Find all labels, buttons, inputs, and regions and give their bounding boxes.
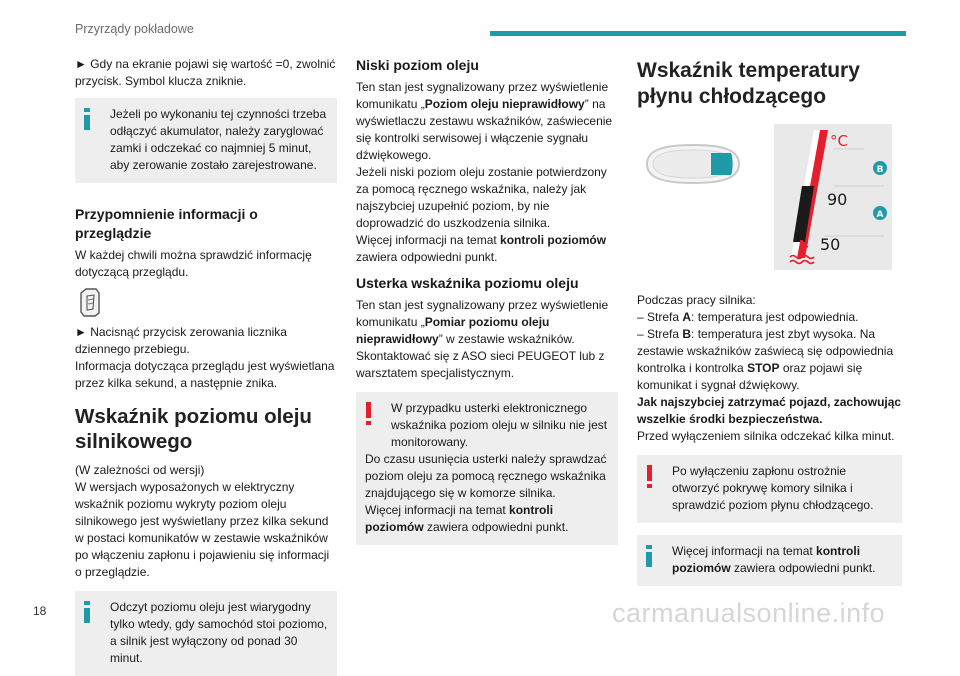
- heading-oil-gauge-fault: Usterka wskaźnika poziomu oleju: [356, 275, 579, 291]
- warning-icon: [366, 402, 371, 418]
- zone-b-description: – Strefa B: temperatura jest zbyt wysoka. Na zestawie wskaźników zaświecą się odpowiednia kontrolka i kontrolka STOP oraz pojawi się komunikat i sygnał dźwiękowy.: [637, 327, 894, 392]
- info-box-oil-reading: Odczyt poziomu oleju jest wiarygodny tylko wtedy, gdy samochód stoi poziomo, a silnik jest wyłączony od ponad 30 minut.: [75, 591, 337, 676]
- column-1: [75, 56, 337, 676]
- paragraph-service-display: Informacja dotycząca przeglądu jest wyświetlana przez kilka sekund, a następnie znika.: [75, 359, 335, 390]
- trip-reset-button-icon: [79, 287, 101, 317]
- paragraph-fault-contact: Skontaktować się z ASO sieci PEUGEOT lub z warsztatem specjalistycznym.: [356, 349, 605, 380]
- heading-oil-level-indicator: Wskaźnik poziomu oleju silnikowego: [75, 405, 312, 453]
- paragraph-stop-vehicle: Jak najszybciej zatrzymać pojazd, zachowując wszelkie środki bezpieczeństwa.: [637, 395, 902, 426]
- paragraph-engine-running: Podczas pracy silnika:: [637, 293, 756, 307]
- step-release-button: ► Gdy na ekranie pojawi się wartość =0, zwolnić przycisk. Symbol klucza zniknie.: [75, 57, 336, 88]
- watermark: carmanualsonline.info: [612, 598, 886, 628]
- step-press-trip-reset: ► Nacisnąć przycisk zerowania licznika dziennego przebiegu.: [75, 325, 287, 356]
- column-2: [356, 56, 618, 545]
- paragraph-oil-level-description: W wersjach wyposażonych w elektryczny wskaźnik poziomu wykryty poziom oleju silnikowego jest wyświetlany przez kilka sekund w postaci komunikatów w zestawie wskaźników po włączeniu zapłonu i pojawieniu się informacji o przeglądzie.: [75, 480, 330, 579]
- zone-a-description: – Strefa A: temperatura jest odpowiednia.: [637, 310, 859, 324]
- warning-icon: [647, 465, 652, 481]
- info-icon: [646, 545, 652, 549]
- info-icon: [84, 601, 90, 605]
- heading-service-recall: Przypomnienie informacji o przeglądzie: [75, 206, 258, 241]
- paragraph-low-oil-more-info: Więcej informacji na temat kontroli poziomów zawiera odpowiedni punkt.: [356, 233, 607, 264]
- instrument-cluster-illustration: [637, 124, 902, 270]
- info-box-coolant-levels: Więcej informacji na temat kontroli poziomów zawiera odpowiedni punkt.: [637, 535, 902, 586]
- heading-low-oil-level: Niski poziom oleju: [356, 57, 479, 73]
- coolant-temperature-gauge: [774, 124, 892, 270]
- warning-box-coolant: Po wyłączeniu zapłonu ostrożnie otworzyć pokrywę komory silnika i sprawdzić poziom płynu chłodzącego.: [637, 455, 902, 523]
- info-icon: [84, 108, 90, 112]
- zone-b-marker: B: [876, 165, 884, 175]
- cluster-outline-icon: [643, 142, 743, 186]
- page-number: 18: [33, 604, 47, 618]
- header-accent-bar: [490, 31, 906, 36]
- gauge-mark-50: 50: [820, 235, 841, 254]
- paragraph-version-note: (W zależności od wersji): [75, 463, 205, 477]
- paragraph-fault-signal: Ten stan jest sygnalizowany przez wyświetlenie komunikatu „Pomiar poziomu oleju nieprawidłowy” w zestawie wskaźników.: [356, 298, 609, 346]
- info-box-battery: Jeżeli po wykonaniu tej czynności trzeba odłączyć akumulator, należy zaryglować zamki i odczekać co najmniej 5 minut, aby zerowanie zostało zarejestrowane.: [75, 98, 337, 183]
- column-3: [637, 56, 902, 586]
- warning-box-oil-fault: W przypadku usterki elektronicznego wskaźnika poziom oleju w silniku nie jest monitorowany. Do czasu usunięcia usterki należy sprawdzać poziom oleju za pomocą ręcznego wskaźnika znajdującego się w komorze silnika. Więcej informacji na temat kontroli poziomów zawiera odpowiedni punkt.: [356, 392, 618, 545]
- paragraph-service-recall: W każdej chwili można sprawdzić informację dotyczącą przeglądu.: [75, 248, 312, 279]
- gauge-mark-90: 90: [827, 190, 848, 209]
- gauge-unit-label: °C: [830, 132, 848, 150]
- running-header: Przyrządy pokładowe: [75, 22, 194, 36]
- paragraph-wait-before-off: Przed wyłączeniem silnika odczekać kilka minut.: [637, 429, 895, 443]
- heading-coolant-temperature: Wskaźnik temperatury płynu chłodzącego: [637, 59, 860, 108]
- paragraph-low-oil-signal: Ten stan jest sygnalizowany przez wyświetlenie komunikatu „Poziom oleju nieprawidłowy” na wyświetlaczu zestawu wskaźników, zaświecenie się kontrolki serwisowej i włączenie sygnału dźwiękowego.: [356, 80, 613, 162]
- paragraph-low-oil-topup: Jeżeli niski poziom oleju zostanie potwierdzony za pomocą ręcznego wskaźnika, należy jak najszybciej uzupełnić poziom, by nie doprowadzić do uszkodzenia silnika.: [356, 165, 607, 230]
- zone-a-marker: A: [876, 210, 884, 220]
